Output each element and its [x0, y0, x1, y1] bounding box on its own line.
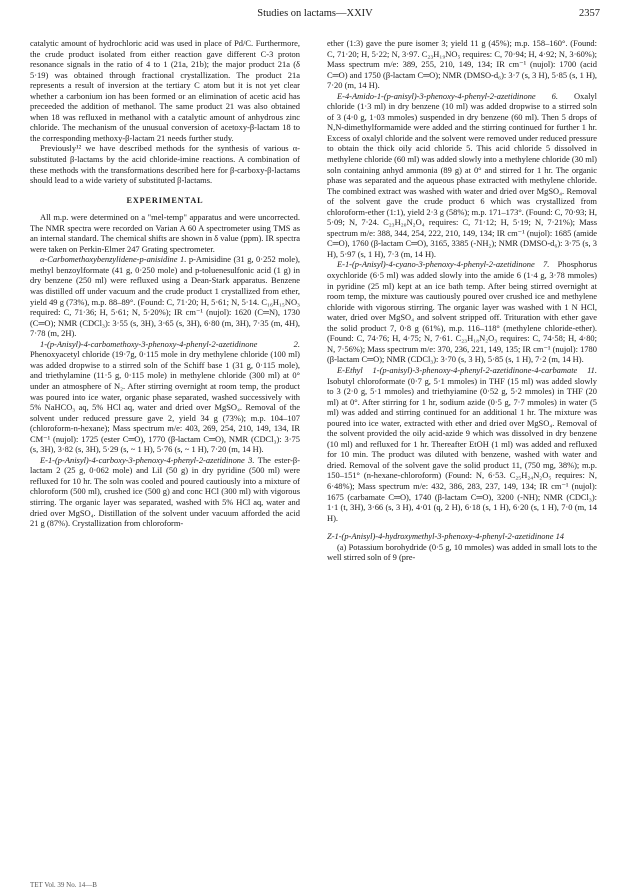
compound-body: Oxalyl chloride (1·3 ml) in dry benzene (10 ml) was added dropwise to a stirred soln of 3 (4·0 g, 1·03 mmoles) suspended in dry benzene (60 ml). Then 5 drops of N,N-dimethylformamide were added and the stirring continued for further 1 hr. Excess of oxalyl chloride and the solvent were removed under reduced pressure to obtain the thick oily acid chloride 5. This acid chloride 5 dissolved in methylene chloride (60 ml) was added slowly into a methylene chloride (30 ml) soln containing anhyd ammonia (89 g) at 0° and stirred for 1 hr. The organic phase was separated and the aqueous phase extracted with methylene chloride. The combined extract was washed with water and dried over MgSO₄. Removal of the solvent gave the crude product 6 which was crystallized from chloroform-ether (1:1), yield 2·3 g (58%); m.p. 171–173°. (Found: C, 70·93; H, 5·09; N, 7·24. C₂₃H₂₀N₂O₄ requires: C, 71·12; H, 5·19; N, 7·21%); Mass spectrum m/e: 388, 344, 254, 222, 210, 149, 134; IR cm⁻¹ (nujol): 1685 (amide C═O), 1760 (β-lactam C═O), 3165, 3385 (-NH₂); NMR (DMSO-d₆): 3·75 (s, 3 H), 5·97 (s, 1 H), 7·3 (m, 14 H).: [327, 90, 597, 259]
compound-paragraph: [30, 455, 300, 529]
compound-heading: [327, 531, 597, 542]
section-heading: EXPERIMENTAL: [126, 195, 204, 205]
compound-title: E-1-(p-Anisyl)-4-cyano-3-phenoxy-4-phenyl-2-azetidinone 7.: [337, 259, 550, 270]
compound-body: p-Amisidine (31 g, 0·252 mole), methyl benzoylformate (41 g, 0·250 mole) and p-toluenesulfonic acid (1 g) in dry benzene (250 ml) were refluxed using a Dean-Stark apparatus. Benzene was distilled off under vacuum and the crude product 1 crystallized from ether, yield 49 g (73%), m.p. 88–89°. (Found: C, 71·20; H, 5·61; N, 5·14. C₁₆H₁₅NO₃ required: C, 71·36; H, 5·61; N, 5·20%); IR cm⁻¹ (nujol): 1620 (C═N), 1730 (C═O); NMR (CDCl₃): 3·55 (s, 3H), 3·65 (s, 3H), 6·80 (m, 3H), 7·35 (m, 4H), 7·78 (m, 2H).: [30, 254, 300, 339]
compound-title: E-Ethyl 1-(p-anisyl)-3-phenoxy-4-phenyl-2-azetidinone-4-carbamate 11.: [337, 364, 597, 375]
paragraph: catalytic amount of hydrochloric acid was used in place of Pd/C. Furthermore, the crude product isolated from either reaction gave different C-3 proton resonance signals in the ratio of 4 to 1 (21a, 21b); the major product 21a (δ 5·19) was obtained through fractional crystallization. The product 21a represents a result of inversion at the tertiary C atom but it is not yet clear whether a carbonium ion has been formed or an elimination of acetic acid has preceeded the addition of methanol. The same product 21 was also obtained when 18 was refluxed in methanol with a catalytic amount of anhydrous zinc chloride. The mechanism of the unusual conversion of acetoxy-β-lactam 18 to the corresponding methoxy-β-lactam 21 needs further study.: [30, 38, 300, 143]
compound-body: Isobutyl chloroformate (0·7 g, 5·1 mmoles) in THF (15 ml) was added slowly to 3 (2·0 g, 5·1 mmoles) and triethyiamine (0·52 g, 5·2 mmoles) in THF (20 ml) at 0°. After stirring for 1 hr, sodium azide (0·5 g, 7·7 mmoles) in water (5 ml) was added and stirring continued for an additional 1 hr. The mixture was poured into ice water, extracted with ether and dried over MgSO₄. Removal of the solvent provided the oily acid-azide 9 which was dissolved in dry benzene (10 ml) and refluxed for 1 hr. Thereafter EtOH (1 ml) was added and refluxed for 10 min. The product was diluted with benzene, washed with water and dried. Removal of the solvent gave the solid product 11, (750 mg, 38%); m.p. 150–151° (n-hexane-chloroform) (Found: N, 6·53. C₂₅H₂₄N₂O₅ requires: N, 6·48%); Mass spectrum m/e: 432, 386, 283, 237, 149, 134; IR cm⁻¹ (nujol): 1675 (carbamate C═O), 1740 (β-lactam C═O), 3200 (-NH); NMR (CDCl₃): 1·1 (t, 3H), 3·66 (s, 3 H), 4·01 (q, 2 H), 6·18 (s, 1 H), 6·20 (s, 1 H), 7·0 (m, 14 H).: [327, 375, 597, 523]
compound-paragraph: [30, 254, 300, 338]
compound-body: The ester-β-lactam 2 (25 g, 0·062 mole) and LiI (50 g) in dry pyridine (500 ml) were refluxed for 10 hr. The soln was cooled and poured cautiously into a mixture of chloroform (500 ml), crushed ice (500 g) and conc HCl (300 ml) with vigorous stirring. The organic layer was separated, washed with 5% HCl aq, water and dried over MgSO₄. Distillation of the solvent under vacuum afforded the acid 21 g (87%). Crystallization from chloroform-: [30, 454, 300, 529]
paragraph: Previously¹² we have described methods for the synthesis of various α-substituted β-lactams by the acid chloride-imine reactions. A combination of these methods with the transformations described here for β-carboxy-β-lactams should lead to a wide variety of substituted β-lactams.: [30, 143, 300, 186]
right-column: [327, 38, 597, 563]
running-header: [30, 8, 600, 22]
compound-title: Z-1-(p-Anisyl)-4-hydroxymethyl-3-phenoxy-4-phenyl-2-azetidinone 14: [327, 531, 565, 542]
footer-code: TET Vol. 39 No. 14—B: [30, 881, 97, 889]
page-number: 2357: [579, 8, 600, 19]
compound-paragraph: [327, 91, 597, 260]
compound-title: α-Carbomethoxybenzylidene-p-anisidine 1.: [40, 254, 187, 265]
compound-paragraph: [327, 365, 597, 523]
compound-body: Phenoxyacetyl chloride (19·7g, 0·115 mole in dry methylene chloride (100 ml) was added dropwise to a stirred soln of the Schiff base 1 (31 g, 0·115 mole), and triethylamine (11·5 g, 0·115 mole) in methylene chloride (300 ml) at 0° under an atmosphere of N₂. After stirring overnight at room temp, the product was poured into ice water, organic phase separated, washed successively with 5% NaHCO₃ aq, 5% HCl aq, water and dried over MgSO₄. Removal of the solvent under reduced pressure gave 2, yield 34 g (73%); m.p. 104–107 (chloroform-n-hexane); Mass spectrum m/e: 403, 269, 254, 210, 149, 134, IR CM⁻¹ (nujol): 1725 (ester C═O), 1770 (β-lactam C═O), NMR (CDCl₃): 3·75 (s, 3H), 3·82 (s, 3H), 5·29 (s, ~ 1 H), 5·76 (s, ~ 1 H), 7·20 (m, 14 H).: [30, 349, 300, 455]
compound-paragraph: [327, 259, 597, 364]
left-column: [30, 38, 300, 529]
compound-title: E-1-(p-Anisyl)-4-carboxy-3-phenoxy-4-phenyl-2-azetidinone 3.: [40, 454, 255, 465]
paragraph: All m.p. were determined on a "mel-temp" apparatus and were uncorrected. The NMR spectra were recorded on Varian A 60 A spectrometer using TMS as an internal standard. The chemical shifts are shown in δ value (ppm). IR spectra were taken on Perkin-Elmer 247 Grating spectrometer.: [30, 212, 300, 254]
paragraph: (a) Potassium borohydride (0·5 g, 10 mmoles) was added in small lots to the well stirred soln of 9 (pre-: [327, 541, 597, 563]
compound-paragraph: [30, 339, 300, 455]
paragraph: ether (1:3) gave the pure isomer 3; yield 11 g (45%); m.p. 158–160°. (Found: C, 71·20; H, 5·22; N, 3·97. C₂₃H₁₉NO₅ requires: C, 70·94; H, 4·92; N, 3·60%); Mass spectrum m/e: 389, 255, 210, 149, 134; IR cm⁻¹ (nujol): 1700 (acid C═O) and 1750 (β-lactam C═O); NMR (DMSO-d₆): 3·7 (s, 3 H), 5·85 (s, 1 H), 7·20 (m, 14 H).: [327, 38, 597, 91]
running-title: Studies on lactams—XXIV: [257, 8, 373, 19]
compound-title: E-4-Amido-1-(p-anisyl)-3-phenoxy-4-phenyl-2-azetidinone 6.: [337, 90, 559, 101]
compound-title: 1-(p-Anisyl)-4-carbomethoxy-3-phenoxy-4-phenyl-2-azetidinone 2.: [40, 338, 300, 349]
compound-body: Phosphorus oxychloride (6·5 ml) was added slowly into the amide 6 (1·4 g, 3·78 mmoles) in pyridine (25 ml) kept at an ice bath temp. After being stirred overnight at room temp, the mixture was cautiously poured over crushed ice and methylene chloride with vigorous stirring. The organic layer was washed with 1 N HCl, water, dried over MgSO₄ and solvent stripped off. Trituration with ether gave the solid product 7, 0·8 g (61%), m.p. 116–118° (methylene chloride-ether). (Found: C, 74·76; H, 4·75; N, 7·61. C₂₃H₁₈N₂O₃ requires: C, 74·58; H, 4·80; N, 7·56%); Mass spectrum m/e: 370, 236, 221, 149, 135; IR cm⁻¹ (nujol): 1780 (β-lactam C═O); NMR (CDCl₃): 3·70 (s, 3 H), 5·85 (s, 1 H), 7·2 (m, 14 H).: [327, 259, 597, 365]
